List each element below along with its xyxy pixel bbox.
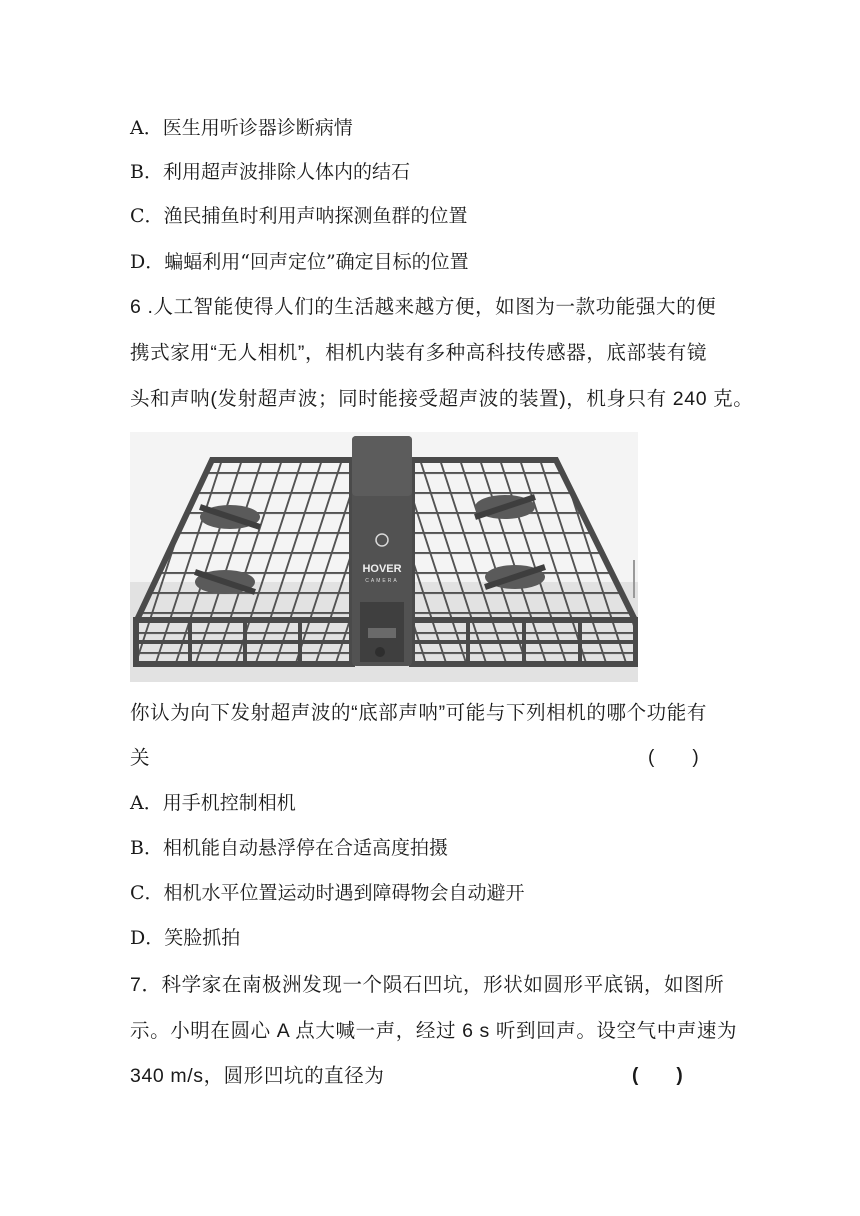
q6-question-line-1: 你认为向下发射超声波的“底部声呐”可能与下列相机的哪个功能有 — [130, 702, 707, 724]
q5-option-d: D．蝙蝠利用“回声定位”确定目标的位置 — [130, 251, 469, 273]
q6-option-d: D．笑脸抓拍 — [130, 927, 241, 949]
q6-question-line-2: 关 — [130, 747, 151, 769]
drone-camera-figure — [130, 432, 638, 682]
q6-option-c: C．相机水平位置运动时遇到障碍物会自动避开 — [130, 882, 525, 904]
q5-option-b: B．利用超声波排除人体内的结石 — [130, 161, 410, 183]
q5-option-a: A．医生用听诊器诊断病情 — [130, 117, 353, 139]
q6-option-a: A．用手机控制相机 — [130, 792, 296, 814]
q7-stem-line-1: 7．科学家在南极洲发现一个陨石凹坑，形状如圆形平底锅，如图所 — [130, 974, 725, 996]
camera-body — [352, 436, 412, 666]
q6-answer-paren: ( ) — [648, 747, 699, 768]
q7-answer-paren: ( ) — [632, 1065, 683, 1086]
q6-stem-line-3: 头和声呐(发射超声波；同时能接受超声波的装置)，机身只有 240 克。 — [130, 388, 754, 410]
q6-option-b: B．相机能自动悬浮停在合适高度拍摄 — [130, 837, 448, 859]
q5-option-c: C．渔民捕鱼时利用声呐探测鱼群的位置 — [130, 205, 468, 227]
brand-label: HOVER — [362, 563, 402, 575]
q6-stem-line-1: 6 .人工智能使得人们的生活越来越方便，如图为一款功能强大的便 — [130, 296, 717, 318]
brand-sublabel: CAMERA — [365, 578, 399, 584]
q7-stem-line-3: 340 m/s，圆形凹坑的直径为 — [130, 1065, 385, 1087]
q6-stem-line-2: 携式家用“无人相机”，相机内装有多种高科技传感器，底部装有镜 — [130, 342, 707, 364]
drone-camera-image — [130, 432, 638, 682]
q7-stem-line-2: 示。小明在圆心 A 点大喊一声，经过 6 s 听到回声。设空气中声速为 — [130, 1020, 738, 1042]
